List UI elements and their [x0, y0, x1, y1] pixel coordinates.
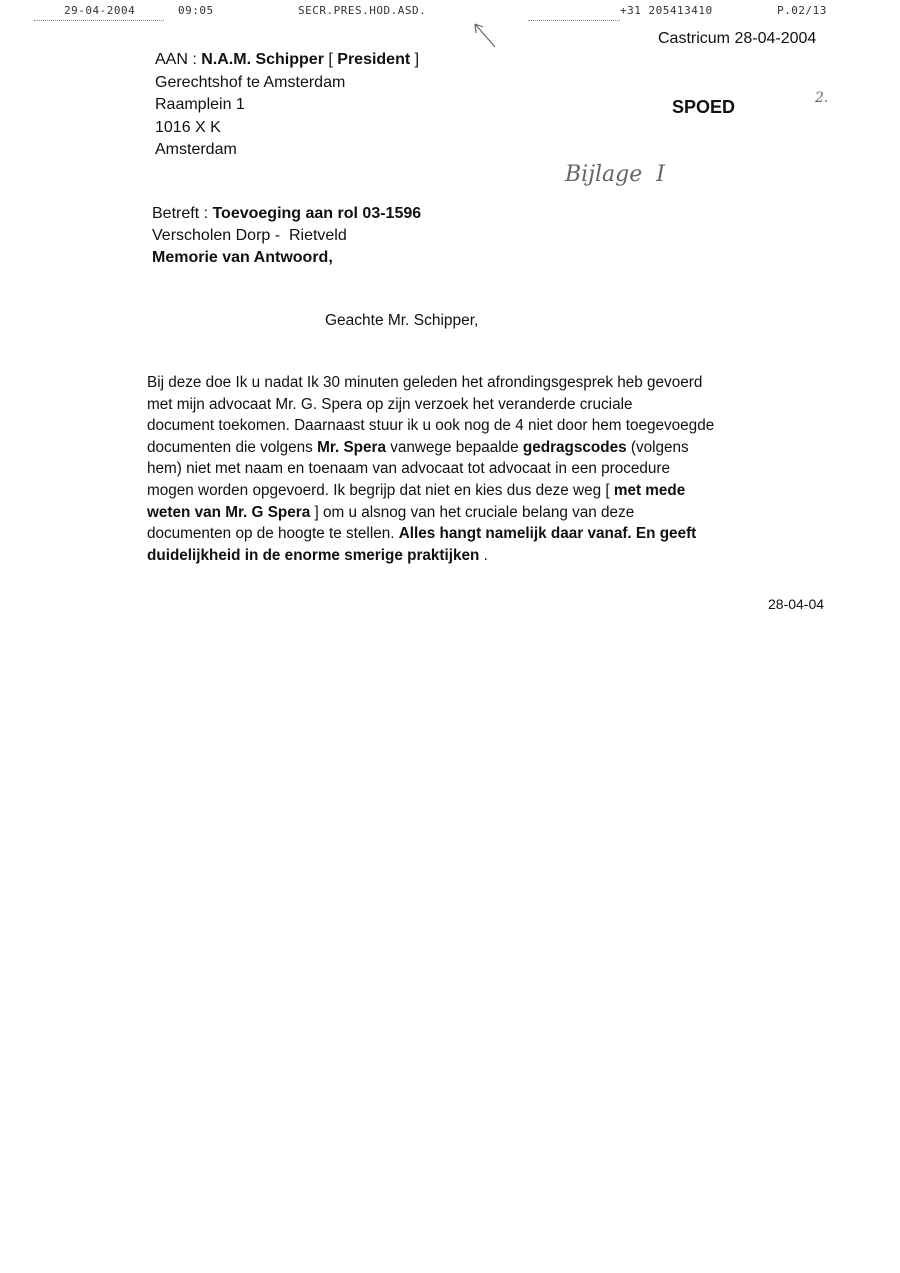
arrow-icon — [470, 20, 500, 50]
bold-text: Mr. Spera — [317, 438, 386, 456]
salutation: Geachte Mr. Schipper, — [325, 312, 479, 329]
subject-doc: Memorie van Antwoord, — [152, 249, 333, 266]
urgency-label: SPOED — [672, 97, 736, 117]
fax-sender: SECR.PRES.HOD.ASD. — [298, 4, 427, 17]
fax-trace-line — [528, 20, 620, 21]
address-line: Amsterdam — [155, 141, 237, 158]
place-date: Castricum 28-04-2004 — [658, 30, 817, 47]
body-line — [147, 523, 714, 545]
bracket: ] — [410, 51, 420, 68]
body-text: documenten op de hoogte te stellen. — [147, 525, 399, 543]
bracket: [ — [323, 51, 338, 68]
body-text: vanwege bepaalde — [385, 438, 523, 456]
recipient-address — [155, 49, 419, 162]
address-line: 1016 X K — [155, 118, 221, 136]
body-text: hem) niet met naam en toenaam van advocaat tot advocaat in een procedure — [147, 460, 670, 478]
body-line — [147, 394, 714, 416]
bold-text: Alles hangt namelijk daar vanaf. En geeft — [398, 525, 697, 543]
body-text: . — [479, 546, 488, 564]
recipient-line — [155, 49, 419, 72]
bold-text: met mede — [613, 481, 686, 499]
body-line — [147, 372, 714, 394]
address-line: Gerechtshof te Amsterdam — [155, 73, 346, 91]
recipient-name: N.A.M. Schipper — [201, 51, 324, 68]
body-line — [147, 458, 714, 480]
body-line — [147, 437, 714, 459]
body-text: Bij deze doe Ik u nadat Ik 30 minuten geleden het afrondingsgesprek heb gevoerd — [147, 374, 703, 391]
body-text: documenten die volgens — [147, 438, 318, 456]
closing-date: 28-04-04 — [768, 596, 825, 612]
fax-page: P.02/13 — [777, 4, 827, 17]
body-text: ] om u alsnog van het cruciale belang van deze — [310, 503, 635, 521]
subject-block — [152, 203, 421, 269]
fax-trace-line — [34, 20, 164, 21]
body-text: met mijn advocaat Mr. G. Spera op zijn verzoek het veranderde cruciale — [147, 395, 633, 413]
bold-text: duidelijkheid in de enorme smerige praktijken — [147, 546, 480, 564]
fax-time: 09:05 — [178, 4, 214, 17]
handwritten-mark: 2. — [815, 90, 829, 106]
address-line: Raamplein 1 — [155, 96, 245, 113]
handwritten-annex: Bijlage I — [565, 162, 665, 187]
subject-title: Toevoeging aan rol 03-1596 — [212, 205, 422, 222]
subject-label: Betreft : — [152, 205, 213, 222]
recipient-role: President — [337, 51, 411, 68]
body-line — [147, 480, 714, 502]
subject-case: Verscholen Dorp - Rietveld — [152, 227, 347, 244]
body-line — [147, 415, 714, 437]
body-line — [147, 545, 714, 567]
bold-text: gedragscodes — [522, 438, 627, 456]
fax-phone: +31 205413410 — [620, 4, 713, 17]
fax-date: 29-04-2004 — [64, 4, 136, 17]
body-line — [147, 502, 714, 524]
recipient-prefix: AAN : — [155, 51, 202, 68]
body-text: document toekomen. Daarnaast stuur ik u ook nog de 4 niet door hem toegevoegde — [147, 417, 715, 435]
body-text: mogen worden opgevoerd. Ik begrijp dat niet en kies dus deze weg [ — [147, 481, 614, 499]
body-text: (volgens — [626, 438, 689, 456]
bold-text: weten van Mr. G Spera — [147, 503, 311, 521]
letter-body — [147, 372, 714, 566]
